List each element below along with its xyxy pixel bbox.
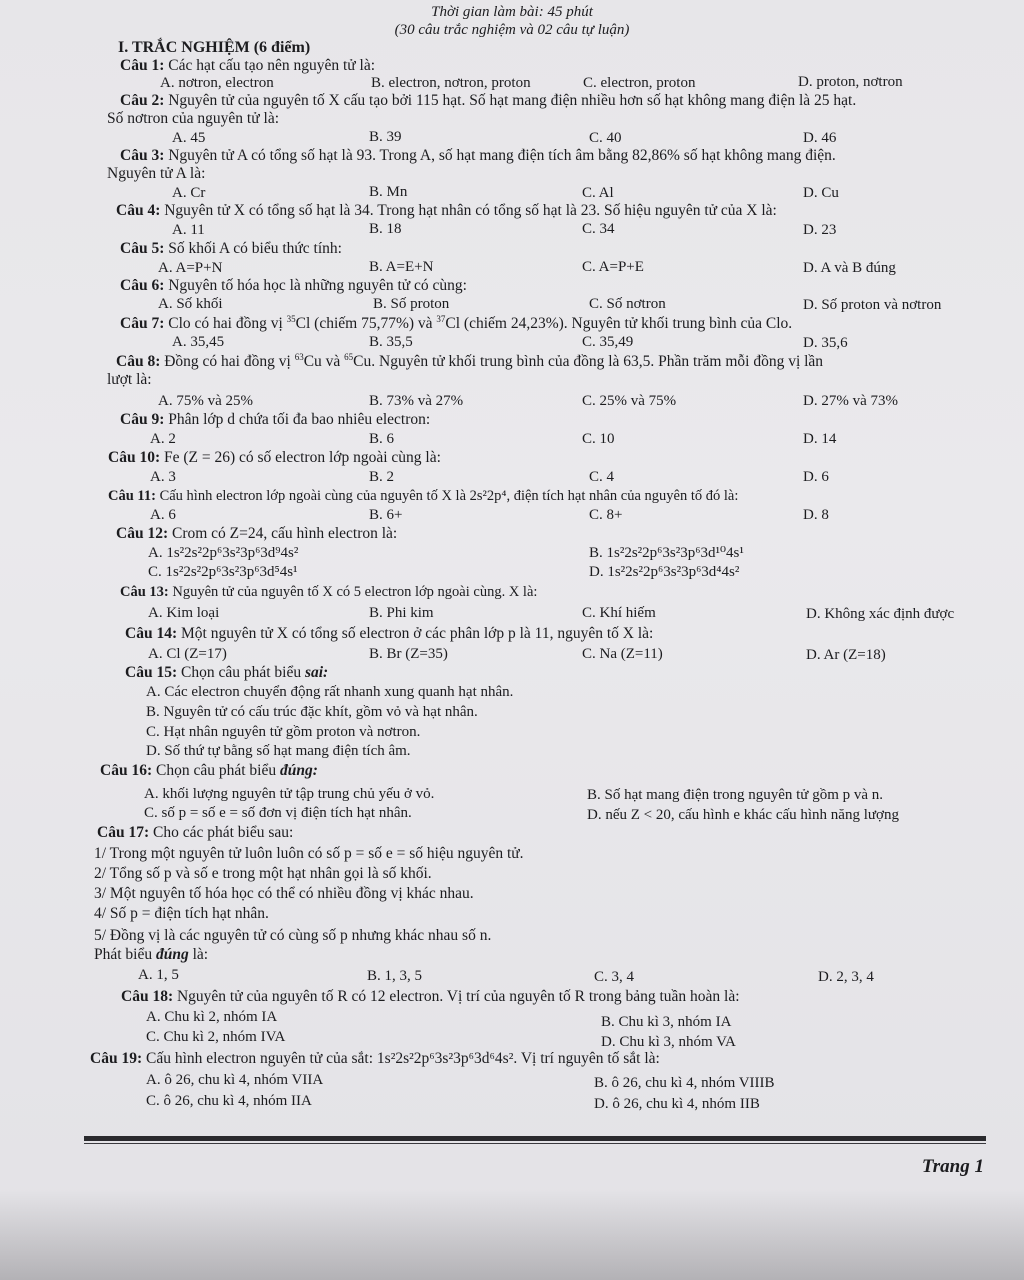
question-17: Câu 17: Cho các phát biểu sau: xyxy=(97,824,294,841)
question-8: Câu 8: Đồng có hai đồng vị $^{63}$Cu và $^{65}$Cu. Nguyên tử khối trung bình của đồng là 63,5. Phần trăm mỗi đồng vị lần xyxy=(116,352,824,370)
option: D. A và B đúng xyxy=(803,260,896,276)
statement: 4/ Số p = điện tích hạt nhân. xyxy=(94,905,269,922)
question-5: Câu 5: Số khối A có biểu thức tính: xyxy=(120,240,342,257)
option: C. 3, 4 xyxy=(594,969,635,985)
option: C. Chu kì 2, nhóm IVA xyxy=(146,1029,286,1045)
question-13: Câu 13: Nguyên tử của nguyên tố X có 5 electron lớp ngoài cùng. X là: xyxy=(120,584,538,600)
option: A. 11 xyxy=(172,222,205,238)
option: B. 39 xyxy=(369,129,402,145)
option: D. 46 xyxy=(803,130,837,146)
option: A. khối lượng nguyên tử tập trung chủ yếu ở vỏ. xyxy=(144,786,435,802)
option: B. 1, 3, 5 xyxy=(367,968,423,984)
option: D. proton, nơtron xyxy=(798,74,903,90)
section-title: I. TRẮC NGHIỆM (6 điểm) xyxy=(118,39,311,56)
question-15: Câu 15: Chọn câu phát biểu sai: xyxy=(125,664,329,681)
option: C. Hạt nhân nguyên tử gồm proton và nơtron. xyxy=(146,724,421,740)
option: D. ô 26, chu kì 4, nhóm IIB xyxy=(594,1096,760,1112)
option: C. 10 xyxy=(582,431,615,447)
option: D. 27% và 73% xyxy=(803,393,898,409)
option: B. Br (Z=35) xyxy=(369,646,448,662)
exam-time: Thời gian làm bài: 45 phút xyxy=(431,4,593,20)
option: A. ô 26, chu kì 4, nhóm VIIA xyxy=(146,1072,324,1088)
option: A. Chu kì 2, nhóm IA xyxy=(146,1009,278,1025)
option: C. Khí hiếm xyxy=(582,605,656,621)
option: D. 8 xyxy=(803,507,829,523)
option: B. Chu kì 3, nhóm IA xyxy=(601,1014,732,1030)
option: B. A=E+N xyxy=(369,259,434,275)
question-1: Câu 1: Các hạt cấu tạo nên nguyên tử là: xyxy=(120,57,376,74)
option: D. 6 xyxy=(803,469,829,485)
option: D. 2, 3, 4 xyxy=(818,969,874,985)
option: B. Phi kim xyxy=(369,605,434,621)
option: A. 75% và 25% xyxy=(158,393,253,409)
option: C. số p = số e = số đơn vị điện tích hạt nhân. xyxy=(144,805,412,821)
page-number: Trang 1 xyxy=(921,1156,984,1177)
option: C. 35,49 xyxy=(582,334,634,350)
option: D. Không xác định được xyxy=(806,606,955,622)
option: A. A=P+N xyxy=(158,260,223,276)
option: A. 45 xyxy=(172,130,206,146)
option: B. ô 26, chu kì 4, nhóm VIIIB xyxy=(594,1075,775,1091)
option: B. 2 xyxy=(369,469,395,485)
option: A. Kim loại xyxy=(148,605,220,621)
question-9: Câu 9: Phân lớp d chứa tối đa bao nhiêu electron: xyxy=(120,411,431,428)
option: B. 73% và 27% xyxy=(369,393,464,409)
option: D. Số proton và nơtron xyxy=(803,297,942,313)
question-3-cont: Nguyên tử A là: xyxy=(107,165,206,182)
option: B. 6+ xyxy=(369,507,403,523)
option: D. Cu xyxy=(803,185,839,201)
option: A. Các electron chuyển động rất nhanh xung quanh hạt nhân. xyxy=(146,684,514,700)
option: C. Na (Z=11) xyxy=(582,646,663,662)
option: D. 1s²2s²2p⁶3s²3p⁶3d⁴4s² xyxy=(589,564,740,580)
option: D. 23 xyxy=(803,222,837,238)
option: C. 8+ xyxy=(589,507,623,523)
option: A. 1s²2s²2p⁶3s²3p⁶3d⁹4s² xyxy=(148,545,299,561)
option: C. Số nơtron xyxy=(589,296,666,312)
option: C. 40 xyxy=(589,130,622,146)
option: C. electron, proton xyxy=(583,75,696,91)
option: C. A=P+E xyxy=(582,259,644,275)
question-2-cont: Số nơtron của nguyên tử là: xyxy=(107,110,279,127)
option: A. 1, 5 xyxy=(138,967,179,983)
option: B. Nguyên tử có cấu trúc đặc khít, gồm vỏ và hạt nhân. xyxy=(146,704,478,720)
question-6: Câu 6: Nguyên tố hóa học là những nguyên tử có cùng: xyxy=(120,277,467,294)
question-3: Câu 3: Nguyên tử A có tổng số hạt là 93. Trong A, số hạt mang điện tích âm bằng 82,86% số hạt không mang điện. xyxy=(120,147,836,164)
statement: 3/ Một nguyên tố hóa học có thể có nhiều đồng vị khác nhau. xyxy=(94,885,474,902)
question-18: Câu 18: Nguyên tử của nguyên tố R có 12 electron. Vị trí của nguyên tố R trong bảng tuần hoàn là: xyxy=(121,988,740,1005)
option: B. Số proton xyxy=(373,296,450,312)
question-19: Câu 19: Cấu hình electron nguyên tử của sắt: 1s²2s²2p⁶3s²3p⁶3d⁶4s². Vị trí nguyên tố sắt là: xyxy=(90,1050,660,1067)
option: A. 3 xyxy=(150,469,176,485)
option: B. 18 xyxy=(369,221,402,237)
page-shadow xyxy=(0,1190,1024,1280)
question-2: Câu 2: Nguyên tử của nguyên tố X cấu tạo bởi 115 hạt. Số hạt mang điện nhiều hơn số hạt không mang điện là 25 hạt. xyxy=(120,92,857,109)
option: B. 35,5 xyxy=(369,334,413,350)
exam-subtitle: (30 câu trắc nghiệm và 02 câu tự luận) xyxy=(394,22,630,38)
question-16: Câu 16: Chọn câu phát biểu đúng: xyxy=(100,762,318,779)
option: A. 35,45 xyxy=(172,334,225,350)
question-17-prompt: Phát biểu đúng là: xyxy=(94,946,209,963)
question-11: Câu 11: Cấu hình electron lớp ngoài cùng của nguyên tố X là 2s²2p⁴, điện tích hạt nhân của nguyên tố đó là: xyxy=(108,488,739,504)
option: C. 1s²2s²2p⁶3s²3p⁶3d⁵4s¹ xyxy=(148,564,298,580)
option: B. 6 xyxy=(369,431,395,447)
statement: 1/ Trong một nguyên tử luôn luôn có số p = số e = số hiệu nguyên tử. xyxy=(94,845,524,862)
option: C. ô 26, chu kì 4, nhóm IIA xyxy=(146,1093,312,1109)
option: C. 34 xyxy=(582,221,615,237)
option: B. 1s²2s²2p⁶3s²3p⁶3d¹⁰4s¹ xyxy=(589,545,744,561)
question-12: Câu 12: Crom có Z=24, cấu hình electron là: xyxy=(116,525,398,542)
option: C. Al xyxy=(582,185,614,201)
option: A. Cr xyxy=(172,185,206,201)
option: C. 25% và 75% xyxy=(582,393,677,409)
option: D. 14 xyxy=(803,431,837,447)
option: A. Cl (Z=17) xyxy=(148,646,227,662)
question-10: Câu 10: Fe (Z = 26) có số electron lớp ngoài cùng là: xyxy=(108,449,441,466)
option: A. nơtron, electron xyxy=(160,75,274,91)
statement: 2/ Tổng số p và số e trong một hạt nhân gọi là số khối. xyxy=(94,865,432,882)
option: D. Ar (Z=18) xyxy=(806,647,886,663)
footer-rule-thin xyxy=(84,1143,986,1144)
footer-rule xyxy=(84,1136,986,1141)
question-8-cont: lượt là: xyxy=(107,371,152,388)
question-14: Câu 14: Một nguyên tử X có tổng số electron ở các phân lớp p là 11, nguyên tố X là: xyxy=(125,625,654,642)
option: A. Số khối xyxy=(158,296,223,312)
option: A. 6 xyxy=(150,507,176,523)
option: A. 2 xyxy=(150,431,176,447)
statement: 5/ Đồng vị là các nguyên tử có cùng số p nhưng khác nhau số n. xyxy=(94,927,492,944)
option: D. 35,6 xyxy=(803,335,848,351)
option: B. Số hạt mang điện trong nguyên tử gồm p và n. xyxy=(587,787,884,803)
option: D. Chu kì 3, nhóm VA xyxy=(601,1034,736,1050)
option: B. Mn xyxy=(369,184,408,200)
question-4: Câu 4: Nguyên tử X có tổng số hạt là 34. Trong hạt nhân có tổng số hạt là 23. Số hiệu nguyên tử của X là: xyxy=(116,202,777,219)
option: C. 4 xyxy=(589,469,615,485)
option: D. Số thứ tự bằng số hạt mang điện tích âm. xyxy=(146,743,411,759)
option: D. nếu Z < 20, cấu hình e khác cấu hình năng lượng xyxy=(587,807,899,823)
option: B. electron, nơtron, proton xyxy=(371,75,531,91)
question-7: Câu 7: Clo có hai đồng vị $^{35}$Cl (chiếm 75,77%) và $^{37}$Cl (chiếm 24,23%). Nguyên tử khối trung bình của Clo. xyxy=(120,314,793,332)
